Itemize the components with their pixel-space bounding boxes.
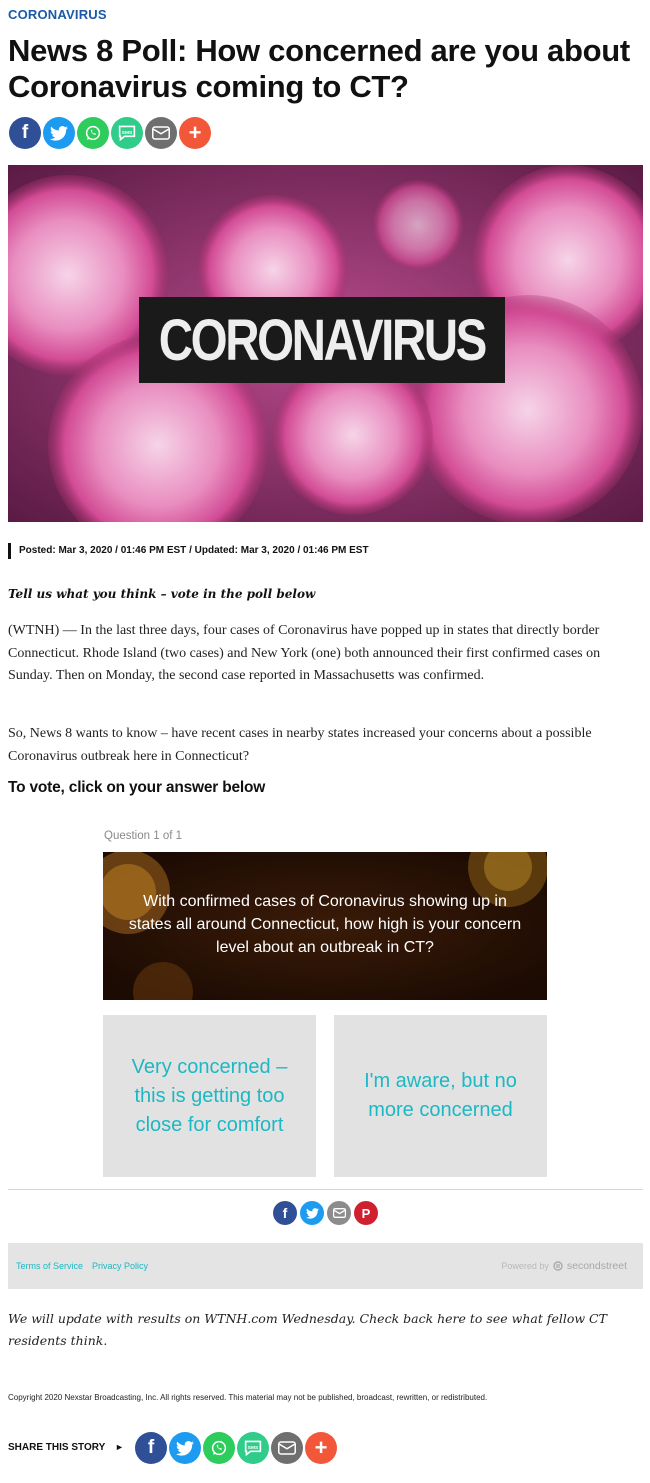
whatsapp-icon[interactable] (203, 1432, 235, 1464)
secondstreet-brand: secondstreet (566, 1260, 627, 1272)
bottom-share-bar (135, 1432, 337, 1464)
article-lead: Tell us what you think – vote in the poll below (8, 587, 316, 601)
update-note: We will update with results on WTNH.com Wednesday. Check back here to see what fellow CT residents think. (8, 1311, 607, 1348)
copyright-notice: Copyright 2020 Nexstar Broadcasting, Inc. All rights reserved. This material may not be published, broadcast, rewritten, or redistributed. (8, 1393, 488, 1402)
facebook-icon[interactable]: f (135, 1432, 167, 1464)
hero-label-box (139, 297, 505, 383)
top-share-bar (9, 117, 211, 149)
poll-share-bar (273, 1201, 378, 1225)
privacy-policy-link[interactable]: Privacy Policy (92, 1261, 149, 1271)
hero-label: CORONAVIRUS (158, 307, 486, 373)
twitter-icon[interactable] (300, 1201, 324, 1225)
pinterest-icon[interactable]: P (354, 1201, 378, 1225)
answer-option-very-concerned[interactable]: Very concerned – this is getting too close for comfort (103, 1015, 316, 1177)
twitter-icon[interactable] (169, 1432, 201, 1464)
whatsapp-icon[interactable] (77, 117, 109, 149)
facebook-icon[interactable]: f (9, 117, 41, 149)
svg-text:SMS: SMS (121, 130, 133, 136)
divider (8, 1189, 643, 1190)
question-text: With confirmed cases of Coronavirus showing up in states all around Connecticut, how high is your concern level about an outbreak in CT? (128, 893, 522, 956)
article-headline: News 8 Poll: How concerned are you about Coronavirus coming to CT? (8, 33, 630, 104)
more-icon[interactable]: + (305, 1432, 337, 1464)
more-icon[interactable]: + (179, 117, 211, 149)
article-paragraph: (WTNH) — In the last three days, four cases of Coronavirus have popped up in states that directly border Connecticut. Rhode Island (two cases) and New York (one) both announced their first confirmed cases on Sunday. Then on Monday, the second case reported in Massachusetts was confirmed. (8, 623, 601, 683)
twitter-icon[interactable] (43, 117, 75, 149)
question-counter: Question 1 of 1 (104, 830, 182, 842)
terms-of-service-link[interactable]: Terms of Service (16, 1261, 84, 1271)
email-icon[interactable] (327, 1201, 351, 1225)
vote-heading: To vote, click on your answer below (8, 779, 266, 796)
poll-footer (8, 1243, 643, 1289)
question-banner (103, 852, 547, 1000)
facebook-icon[interactable]: f (273, 1201, 297, 1225)
email-icon[interactable] (271, 1432, 303, 1464)
svg-text:SMS: SMS (247, 1445, 259, 1451)
secondstreet-logo-icon (553, 1261, 563, 1271)
article-paragraph: So, News 8 wants to know – have recent cases in nearby states increased your concerns about a possible Coronavirus outbreak here in Connecticut? (8, 726, 592, 764)
email-icon[interactable] (145, 117, 177, 149)
share-story-label: SHARE THIS STORY (8, 1442, 106, 1453)
share-arrow-icon: ► (115, 1442, 124, 1452)
answer-option-aware[interactable]: I'm aware, but no more concerned (334, 1015, 547, 1177)
sms-icon[interactable] (111, 117, 143, 149)
category-label[interactable]: CORONAVIRUS (8, 7, 107, 22)
sms-icon[interactable] (237, 1432, 269, 1464)
hero-image (8, 165, 643, 522)
powered-by-label: Powered by (501, 1261, 549, 1271)
powered-by[interactable] (501, 1260, 627, 1272)
post-timestamp: Posted: Mar 3, 2020 / 01:46 PM EST / Updated: Mar 3, 2020 / 01:46 PM EST (8, 543, 369, 559)
